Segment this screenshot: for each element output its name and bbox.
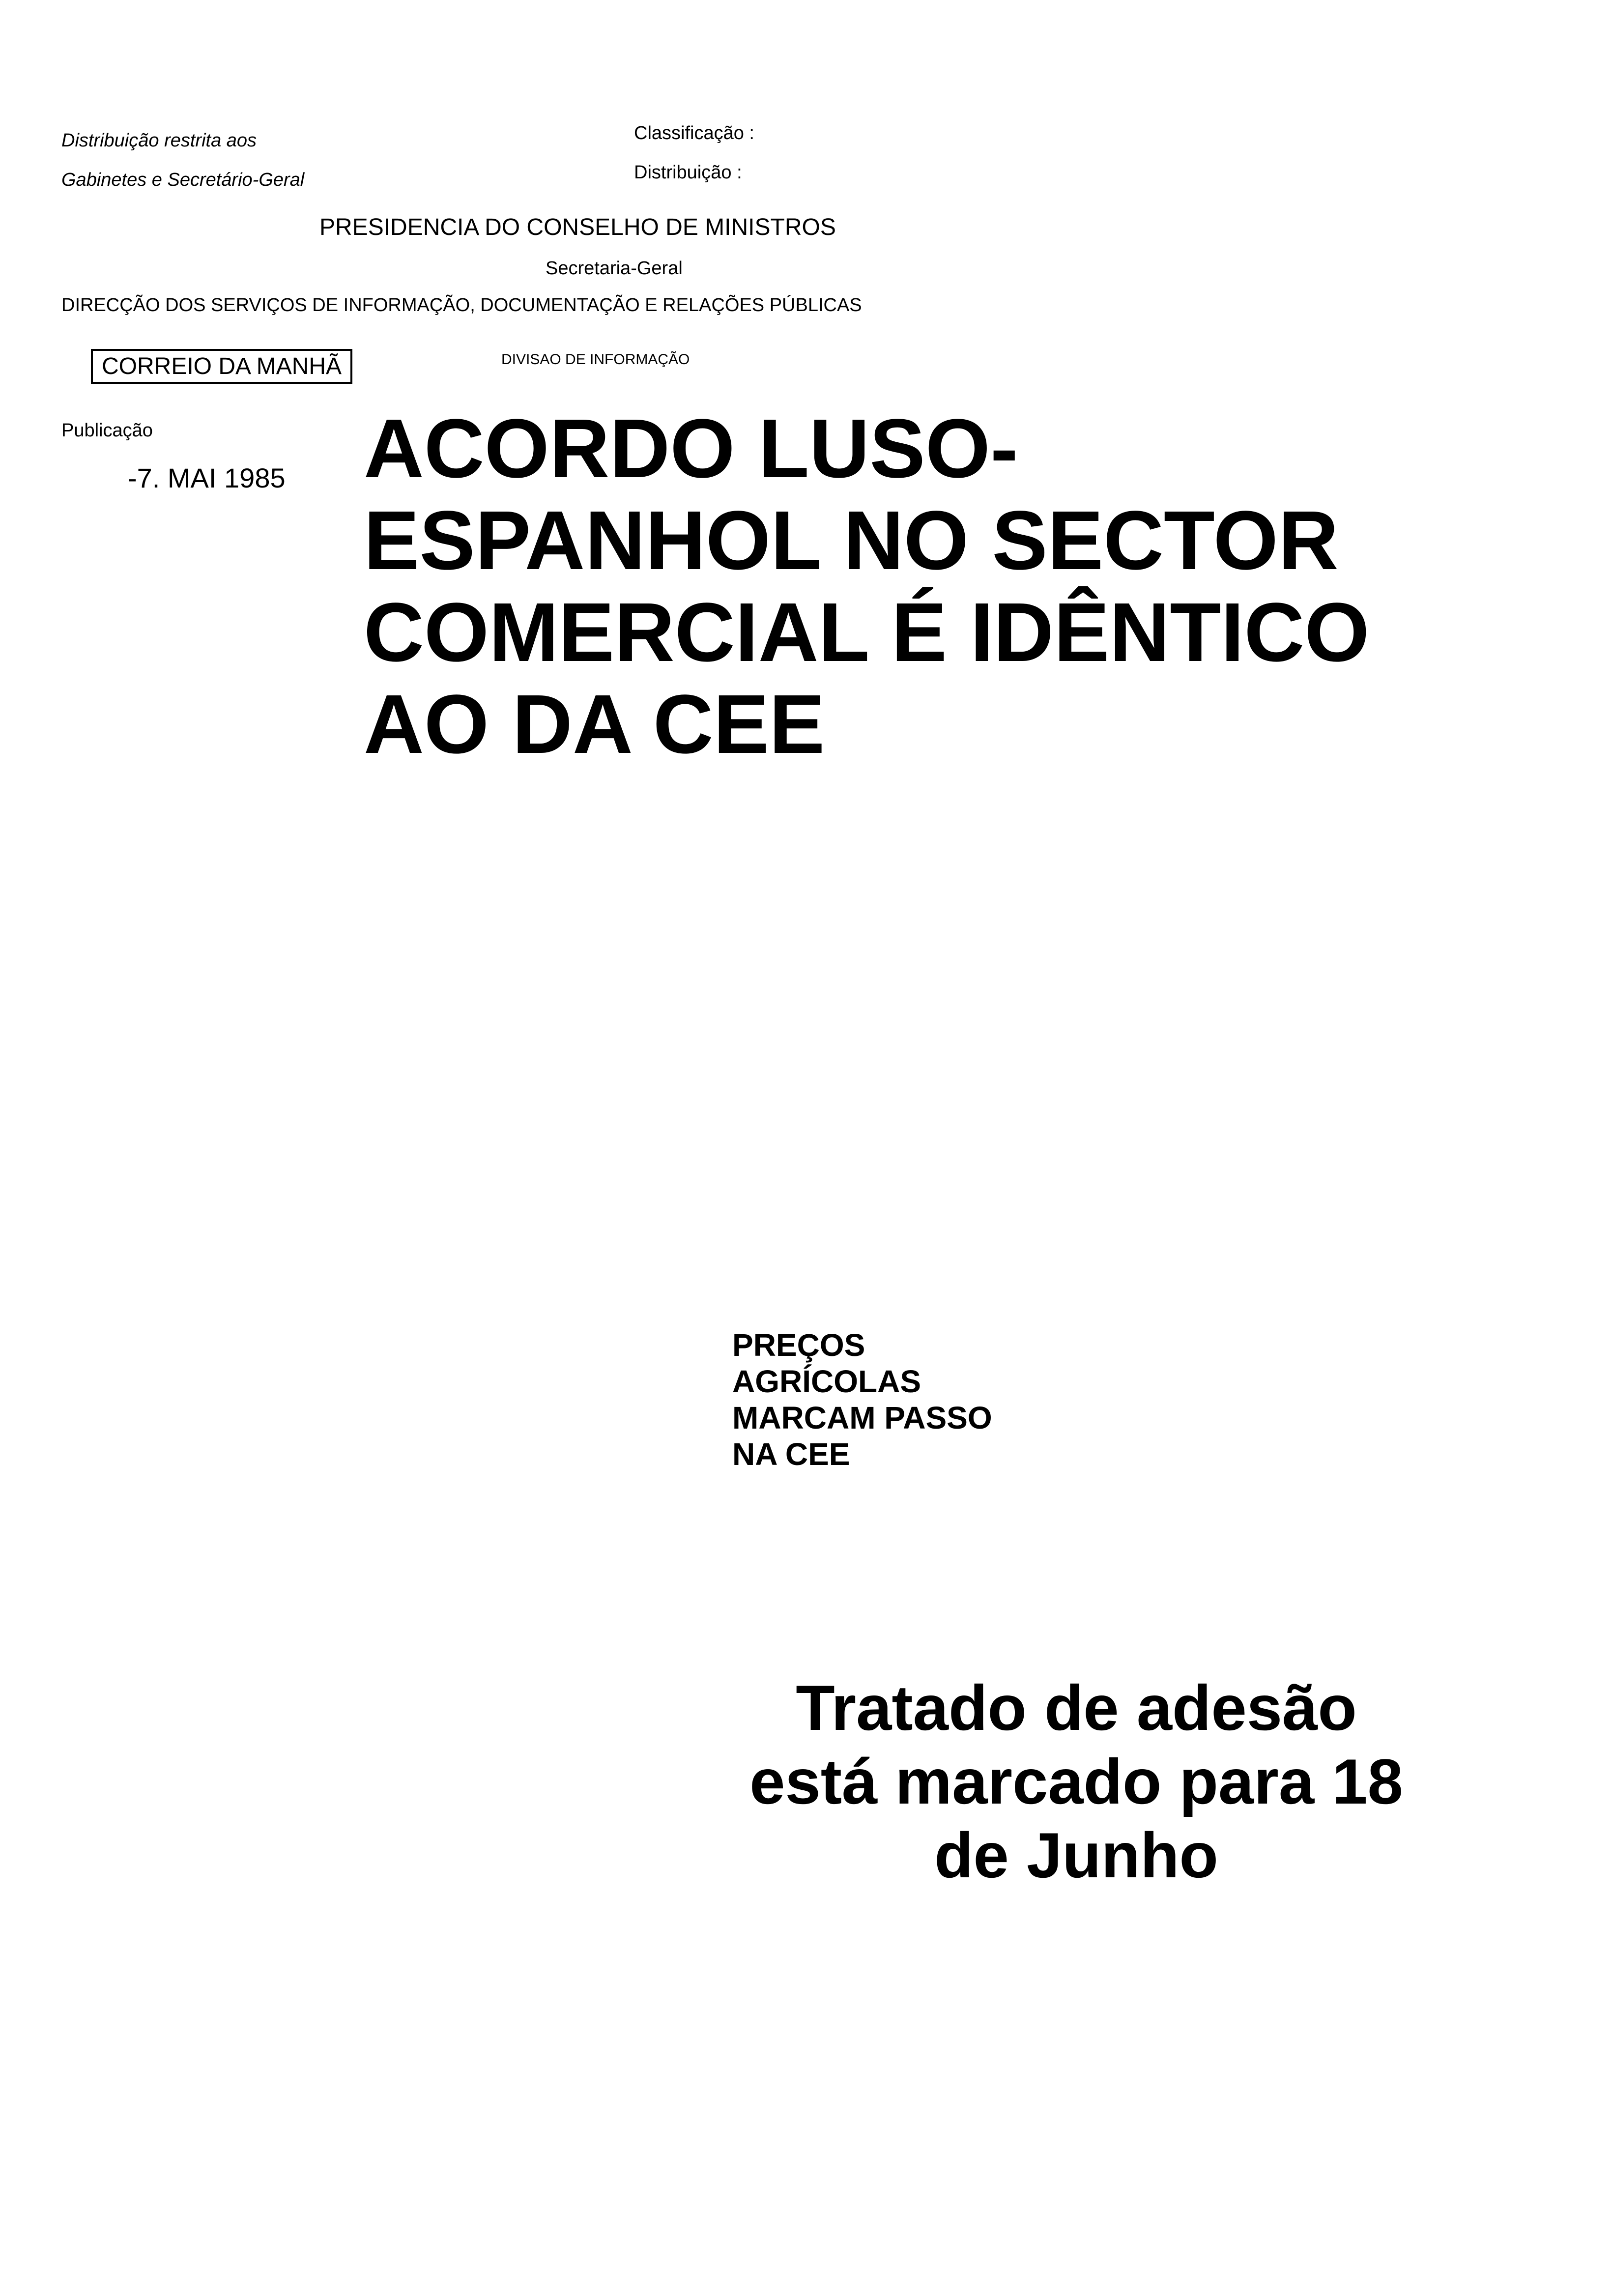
secretariat: Secretaria-Geral bbox=[546, 258, 683, 279]
distribution: Distribuição : bbox=[634, 162, 742, 183]
restricted: Distribuição restrita aos bbox=[61, 130, 257, 151]
source: CORREIO DA MANHÃ bbox=[91, 349, 352, 384]
classification: Classificação : bbox=[634, 123, 754, 144]
directorate: DIRECÇÃO DOS SERVIÇOS DE INFORMAÇÃO, DOCUMENTAÇÃO E RELAÇÕES PÚBLICAS bbox=[61, 295, 862, 316]
box-title: Tratado de adesão está marcado para 18 de Junho bbox=[749, 1672, 1403, 1891]
headline: ACORDO LUSO-ESPANHOL NO SECTOR COMERCIAL É IDÊNTICO AO DA CEE bbox=[364, 402, 1370, 771]
date: -7. MAI 1985 bbox=[128, 462, 286, 493]
presidency: PRESIDENCIA DO CONSELHO DE MINISTROS bbox=[319, 214, 836, 240]
division: DIVISAO DE INFORMAÇÃO bbox=[501, 351, 690, 368]
cabinets: Gabinetes e Secretário-Geral bbox=[61, 170, 305, 190]
subhead: PREÇOS AGRÍCOLAS MARCAM PASSO NA CEE bbox=[732, 1327, 992, 1472]
publication-label: Publicação bbox=[61, 420, 153, 441]
